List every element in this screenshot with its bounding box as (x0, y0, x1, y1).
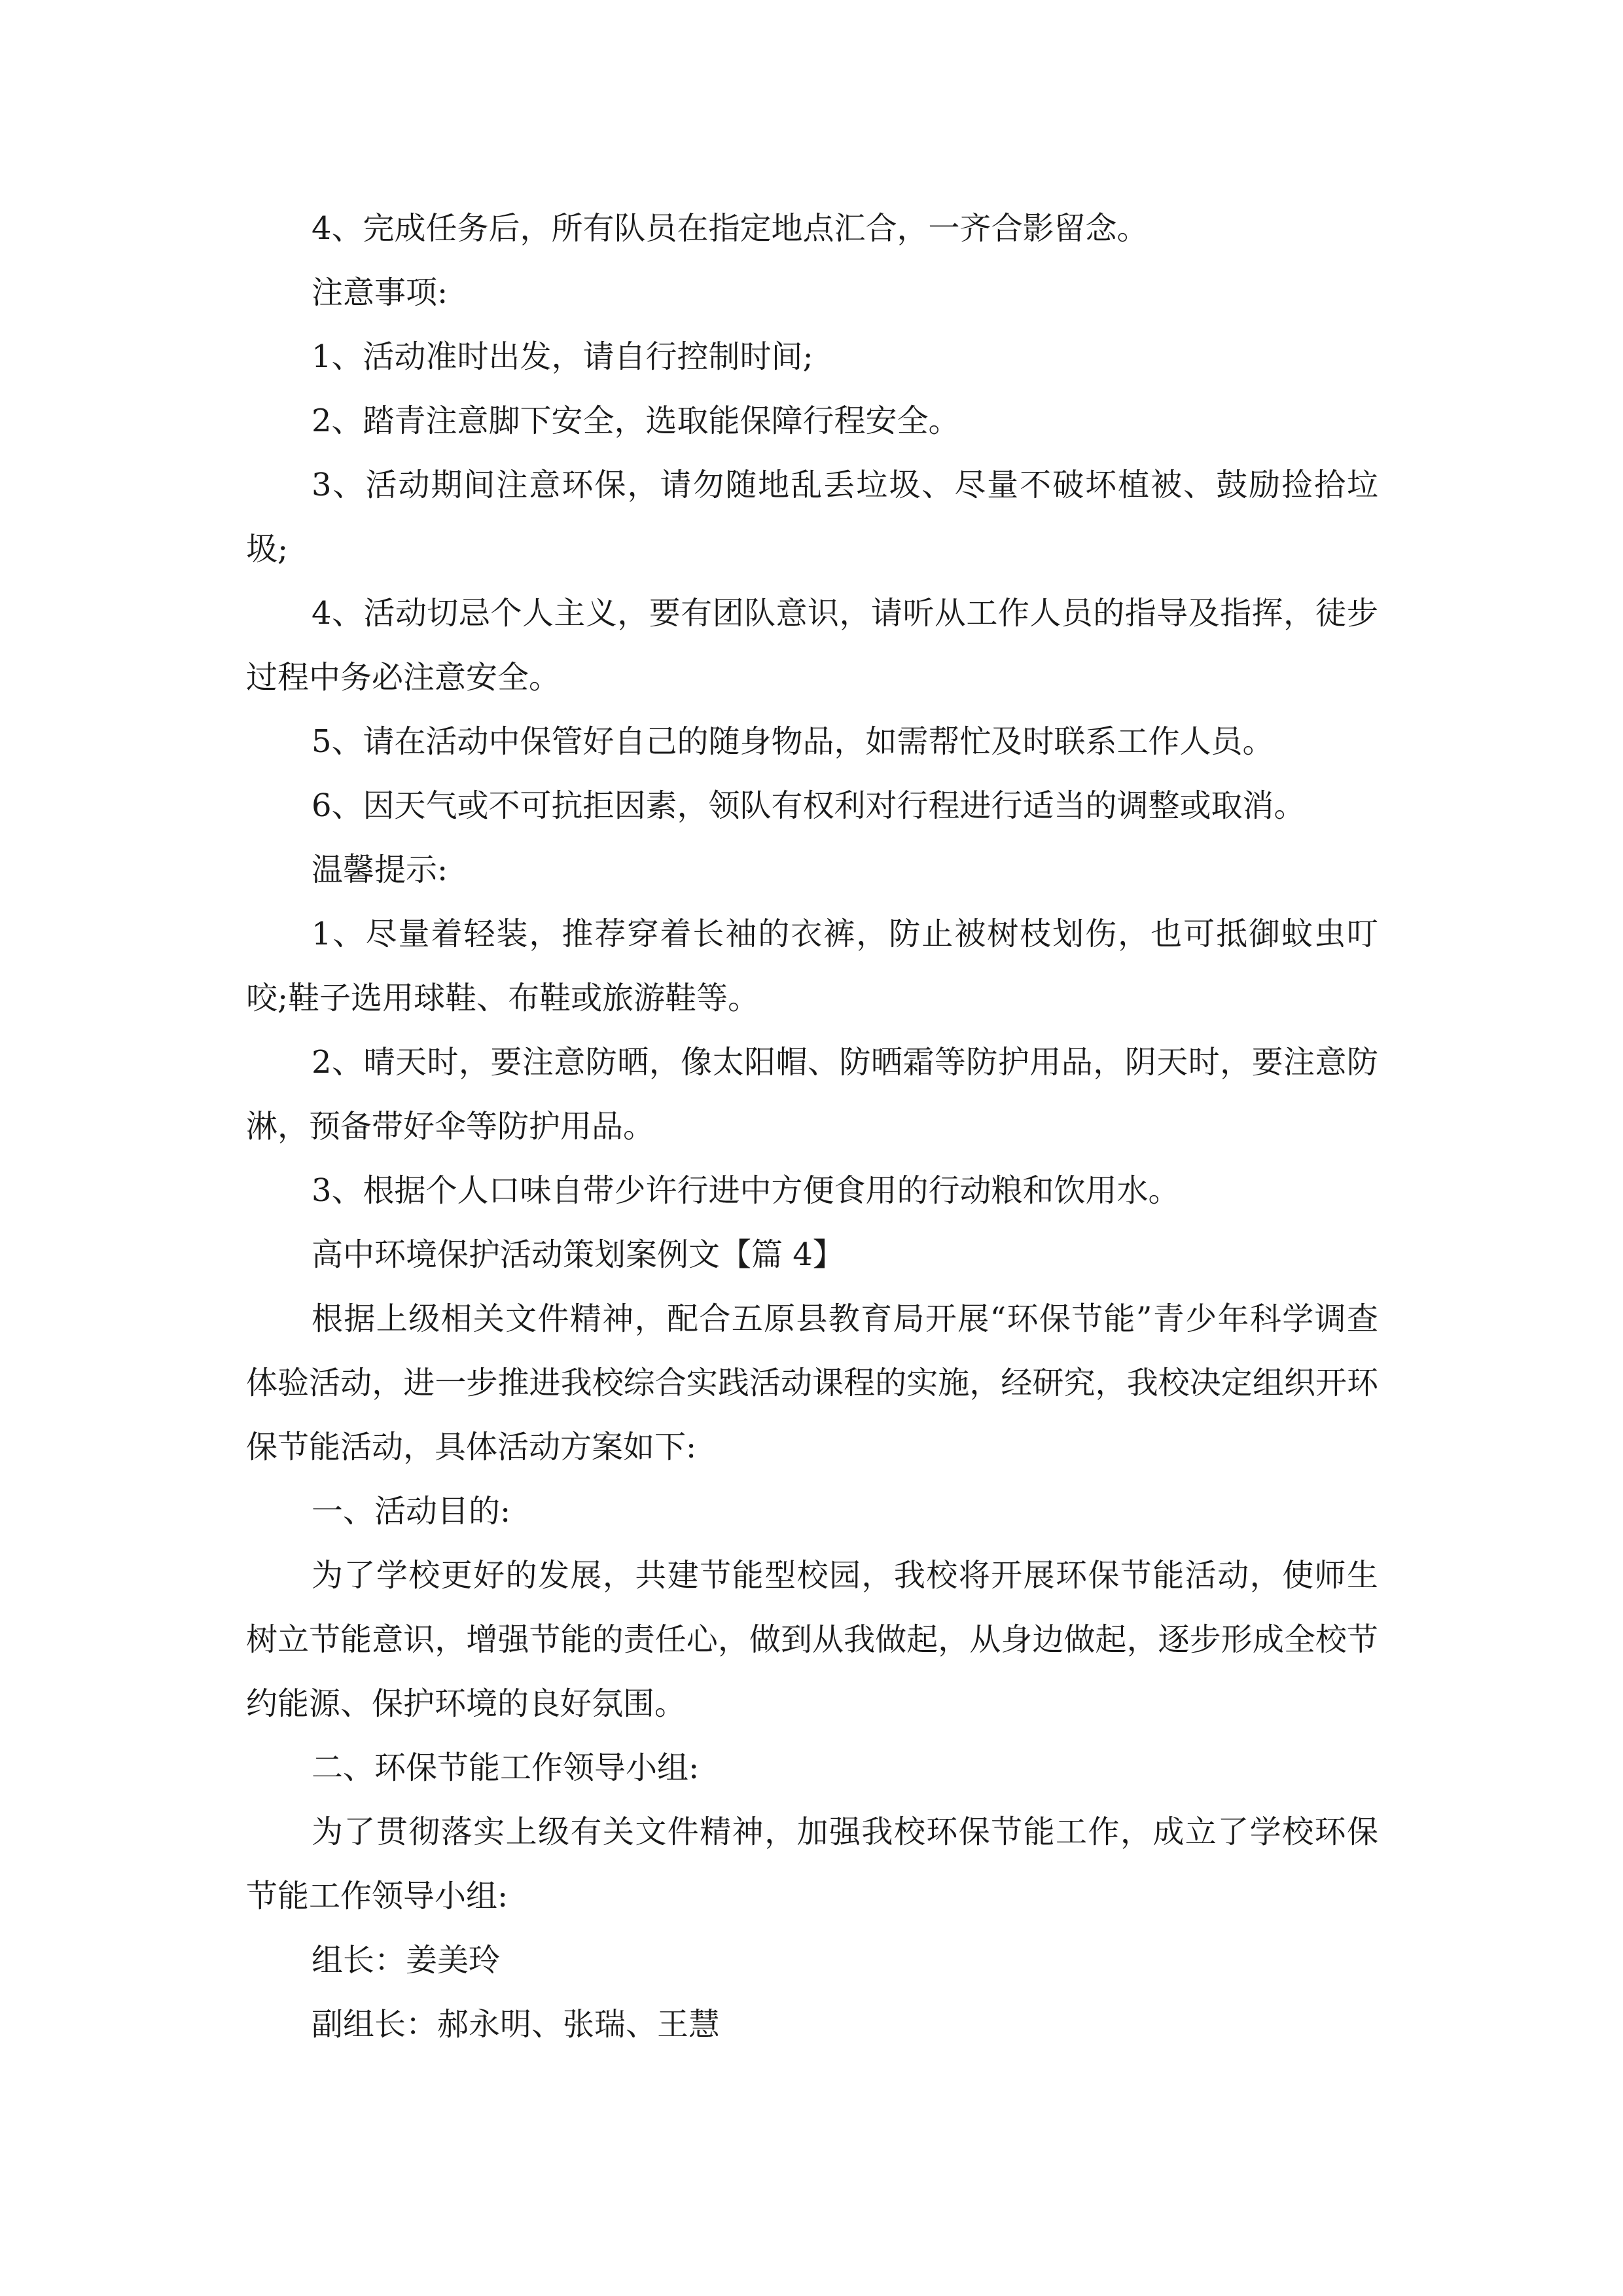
tip-item-2: 2、晴天时，要注意防晒，像太阳帽、防晒霜等防护用品，阴天时，要注意防淋，预备带好伞等防护用品。 (246, 1044, 1378, 1145)
note-item-6: 6、因天气或不可抗拒因素，领队有权利对行程进行适当的调整或取消。 (312, 787, 1306, 824)
heading-tips: 温馨提示: (312, 852, 448, 888)
note-item-1: 1、活动准时出发，请自行控制时间; (312, 338, 813, 375)
tip-item-3: 3、根据个人口味自带少许行进中方便食用的行动粮和饮用水。 (312, 1172, 1180, 1209)
section-title-part-4: 高中环境保护活动策划案例文【篇 4】 (312, 1236, 844, 1273)
paragraph-item-4-gather: 4、完成任务后，所有队员在指定地点汇合，一齐合影留念。 (312, 210, 1149, 247)
note-item-3: 3、活动期间注意环保，请勿随地乱丢垃圾、尽量不破坏植被、鼓励捡拾垃圾; (246, 467, 1378, 567)
heading-notes: 注意事项: (312, 274, 448, 311)
leadership-paragraph: 为了贯彻落实上级有关文件精神，加强我校环保节能工作，成立了学校环保节能工作领导小组: (246, 1814, 1378, 1914)
note-item-2: 2、踏青注意脚下安全，选取能保障行程安全。 (312, 403, 960, 439)
heading-purpose: 一、活动目的: (312, 1493, 511, 1530)
note-item-5: 5、请在活动中保管好自己的随身物品，如需帮忙及时联系工作人员。 (312, 723, 1274, 760)
deputy-leaders: 副组长：郝永明、张瑞、王慧 (312, 2006, 721, 2043)
heading-leadership-group: 二、环保节能工作领导小组: (312, 1749, 700, 1786)
document-body (246, 196, 1378, 2056)
purpose-paragraph: 为了学校更好的发展，共建节能型校园，我校将开展环保节能活动，使师生树立节能意识，增强节能的责任心，做到从我做起，从身边做起，逐步形成全校节约能源、保护环境的良好氛围。 (246, 1557, 1378, 1722)
tip-item-1: 1、尽量着轻装，推荐穿着长袖的衣裤，防止被树枝划伤，也可抵御蚊虫叮咬;鞋子选用球鞋、布鞋或旅游鞋等。 (246, 916, 1378, 1016)
note-item-4: 4、活动切忌个人主义，要有团队意识，请听从工作人员的指导及指挥，徒步过程中务必注意安全。 (246, 595, 1378, 696)
group-leader: 组长：姜美玲 (312, 1942, 501, 1979)
intro-paragraph: 根据上级相关文件精神，配合五原县教育局开展“环保节能”青少年科学调查体验活动，进一步推进我校综合实践活动课程的实施，经研究，我校决定组织开环保节能活动，具体活动方案如下: (246, 1300, 1378, 1465)
